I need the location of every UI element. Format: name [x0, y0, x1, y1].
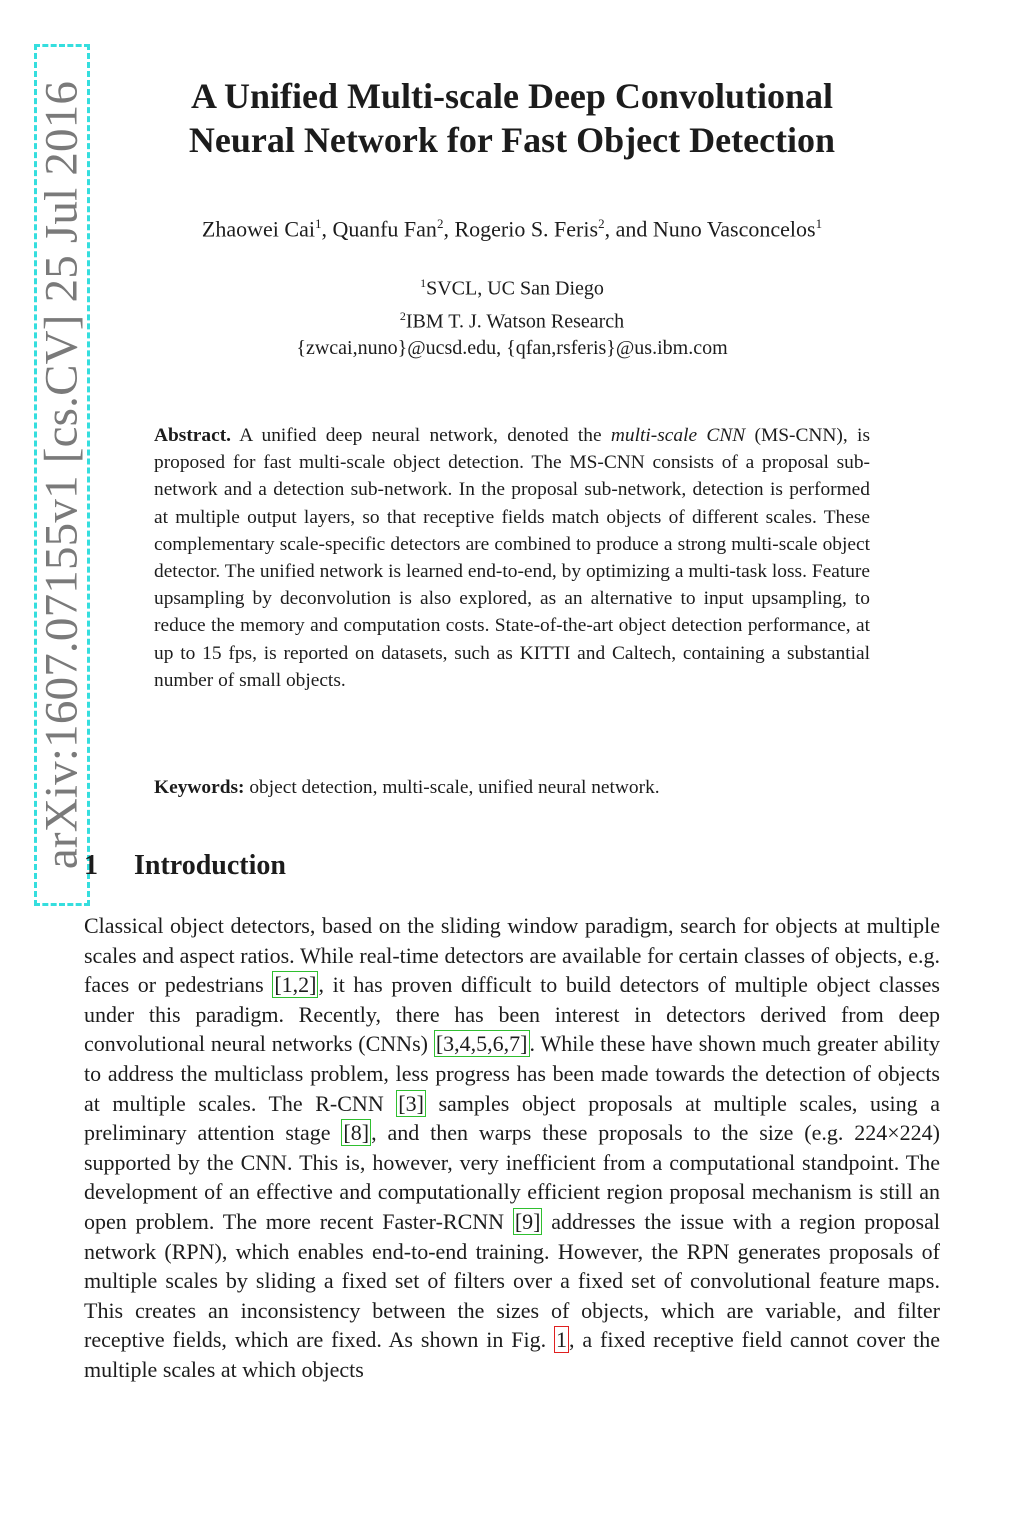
paper-title [100, 74, 924, 162]
author-affil-sup: 1 [815, 216, 823, 231]
author-separator: , and [604, 216, 653, 242]
abstract-emphasis: multi-scale CNN [610, 425, 746, 446]
introduction-body [84, 911, 940, 1385]
section-title: Introduction [134, 850, 286, 881]
keywords [154, 774, 870, 801]
author-name: Quanfu Fan [332, 216, 437, 242]
keywords-text: object detection, multi-scale, unified neural network. [244, 777, 660, 798]
affiliation-1-sup: 1 [420, 276, 427, 290]
body-text-segment: samples object proposals at multiple scales, using a preliminary attention stage [84, 1090, 940, 1146]
author-separator: , [321, 216, 333, 242]
abstract-text-post: (MS-CNN), is proposed for fast multi-scale object detection. The MS-CNN consists of a proposal sub-network and a detection sub-network. In the proposal sub-network, detection is performed at multiple output layers, so that receptive fields match objects of different scales. These complementary scale-specific detectors are combined to produce a strong multi-scale object detector. The unified network is learned end-to-end, by optimizing a multi-task loss. Feature upsampling by deconvolution is also explored, as an alternative to input upsampling, to reduce the memory and computation costs. State-of-the-art object detection performance, at up to 15 fps, is reported on datasets, such as KITTI and Caltech, containing a substantial number of small objects. [154, 425, 870, 691]
body-text-segment: , it has proven difficult to build detectors of multiple object classes under this paradigm. Recently, there has been interest in detectors derived from deep convolutional neural networks (CNNs) [84, 972, 940, 1057]
affiliations [100, 270, 924, 362]
figure-ref-link[interactable]: 1 [555, 1327, 567, 1353]
section-heading [84, 848, 286, 884]
abstract [154, 422, 870, 694]
author-separator: , [443, 216, 455, 242]
body-text-segment: addresses the issue with a region proposal network (RPN), which enables end-to-end training. However, the RPN generates proposals of multiple scales by sliding a fixed set of filters over a fixed set of convolutional feature maps. This creates an inconsistency between the sizes of objects, which are variable, and filter receptive fields, which are fixed. As shown in Fig. [84, 1208, 940, 1353]
body-text-segment: . While these have shown much greater ability to address the multiclass problem, less progress has been made towards the detection of objects at multiple scales. The R-CNN [84, 1031, 940, 1116]
affiliation-1 [100, 270, 924, 303]
affiliation-2 [100, 303, 924, 336]
citation-link[interactable]: [9] [514, 1208, 541, 1234]
abstract-label: Abstract. [154, 425, 232, 446]
body-text-segment: Classical object detectors, based on the sliding window paradigm, search for objects at multiple scales and aspect ratios. While real-time detectors are available for certain classes of objects, e.g. faces or pedestrians [84, 913, 940, 998]
keywords-label: Keywords: [154, 777, 245, 798]
citation-link[interactable]: [3,4,5,6,7] [435, 1031, 528, 1057]
affiliation-2-sup: 2 [399, 308, 406, 323]
author-name: Nuno Vasconcelos [652, 216, 816, 242]
body-text-segment: , and then warps these proposals to the size (e.g. 224×224) supported by the CNN. This is, however, very inefficient from a computational standpoint. The development of an effective and computationally efficient region proposal mechanism is still an open problem. The more recent Faster-RCNN [84, 1120, 940, 1234]
body-text-segment: , a fixed receptive field cannot cover the multiple scales at which objects [84, 1327, 940, 1382]
affiliation-2-text: IBM T. J. Watson Research [405, 310, 625, 333]
author-affil-sup: 2 [598, 216, 605, 231]
title-line-1: A Unified Multi-scale Deep Convolutional [190, 76, 833, 116]
title-line-2: Neural Network for Fast Object Detection [188, 120, 836, 160]
arxiv-stamp-text: arXiv:1607.07155v1 [cs.CV] 25 Jul 2016 [35, 80, 88, 870]
author-name: Rogerio S. Feris [454, 216, 599, 242]
author-affil-sup: 2 [436, 216, 444, 231]
affiliation-1-text: SVCL, UC San Diego [426, 277, 604, 300]
section-number: 1 [84, 850, 98, 881]
citation-link[interactable]: [1,2] [274, 972, 317, 998]
author-name: Zhaowei Cai [201, 216, 315, 242]
citation-link[interactable]: [8] [343, 1120, 370, 1146]
author-affil-sup: 1 [314, 216, 322, 231]
citation-link[interactable]: [3] [398, 1090, 424, 1116]
author-emails: {zwcai,nuno}@ucsd.edu, {qfan,rsferis}@us.ibm.com [296, 337, 728, 360]
author-list [100, 216, 924, 242]
abstract-text-pre: A unified deep neural network, denoted the [231, 425, 611, 446]
